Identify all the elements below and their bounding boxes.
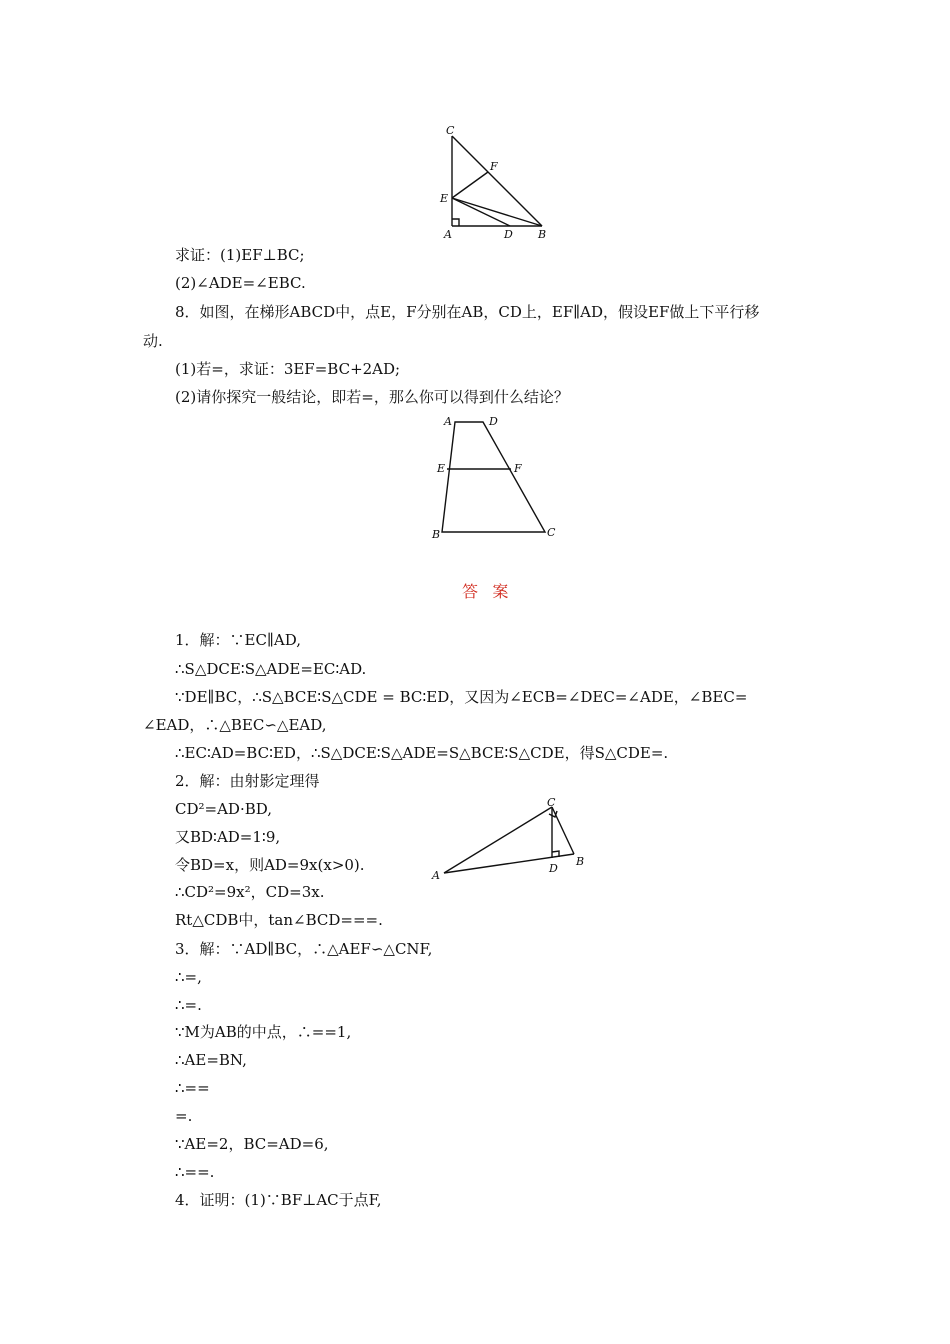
label-a: A [432,869,440,882]
right-angle-mark-c [549,811,557,817]
text-line: 动. [143,332,163,350]
label-f: F [490,160,498,173]
segment-ef [452,172,488,198]
label-f: F [514,462,522,475]
trapezoid-outline [442,422,545,532]
answer-line: ∴CD²=9x²，CD=3x. [175,883,325,901]
answer-line: ∴=, [175,968,202,986]
figure-trapezoid-abcd [428,412,563,542]
label-a: A [444,228,452,241]
label-e: E [440,192,449,205]
answer-line: ∴EC∶AD=BC∶ED，∴S△DCE∶S△ADE=S△BCE∶S△CDE，得S△CDE=. [175,744,669,762]
text-line: 8．如图，在梯形ABCD中，点E，F分别在AB，CD上，EF∥AD，假设EF做上下平行移 [175,303,760,321]
answer-line: CD²=AD·BD, [175,800,272,818]
figure-right-triangle-acb [428,795,588,890]
answer-line: ∴==. [175,1163,215,1181]
answer-heading: 答案 [462,582,523,601]
label-d: D [504,228,513,241]
label-d: D [489,415,498,428]
answer-line: ∴S△DCE∶S△ADE=EC∶AD. [175,660,367,678]
answer-line: 令BD=x，则AD=9x(x>0). [175,856,365,874]
text-line: (2)∠ADE=∠EBC. [175,274,306,292]
label-a: A [444,415,452,428]
answer-line: ∵M为AB的中点，∴==1, [175,1023,352,1041]
label-c: C [547,526,556,539]
segment-ed [452,198,510,226]
label-d: D [549,862,558,875]
label-b: B [432,528,441,541]
answer-line: =. [175,1107,193,1125]
answer-line: ∵AE=2，BC=AD=6, [175,1135,329,1153]
answer-line: 4．证明：(1)∵BF⊥AC于点F, [175,1191,382,1209]
segment-ac [444,807,552,873]
answer-line: ∠EAD，∴△BEC∽△EAD, [143,716,327,734]
answer-line: ∴AE=BN, [175,1051,247,1069]
answer-line: 3．解：∵AD∥BC，∴△AEF∽△CNF, [175,940,433,958]
text-line: (1)若=，求证：3EF=BC+2AD; [175,360,401,378]
answer-line: ∵DE∥BC，∴S△BCE∶S△CDE = BC∶ED，又因为∠ECB=∠DEC=∠ADE，∠BEC= [175,688,748,706]
label-c: C [446,124,455,137]
text-line: 求证：(1)EF⊥BC; [175,246,305,264]
answer-line: ∴=. [175,996,202,1014]
answer-line: Rt△CDB中，tan∠BCD===. [175,911,383,929]
right-angle-mark-a [452,219,459,226]
figure-triangle-efbc [430,120,560,245]
answer-line: 1．解：∵EC∥AD, [175,631,301,649]
label-e: E [437,462,446,475]
answer-line: 2．解：由射影定理得 [175,772,320,790]
answer-line: ∴== [175,1079,210,1097]
answer-line: 又BD∶AD=1∶9, [175,828,281,846]
text-line: (2)请你探究一般结论，即若=，那么你可以得到什么结论？ [175,388,569,406]
label-c: C [547,796,556,809]
label-b: B [576,855,585,868]
label-b: B [538,228,547,241]
